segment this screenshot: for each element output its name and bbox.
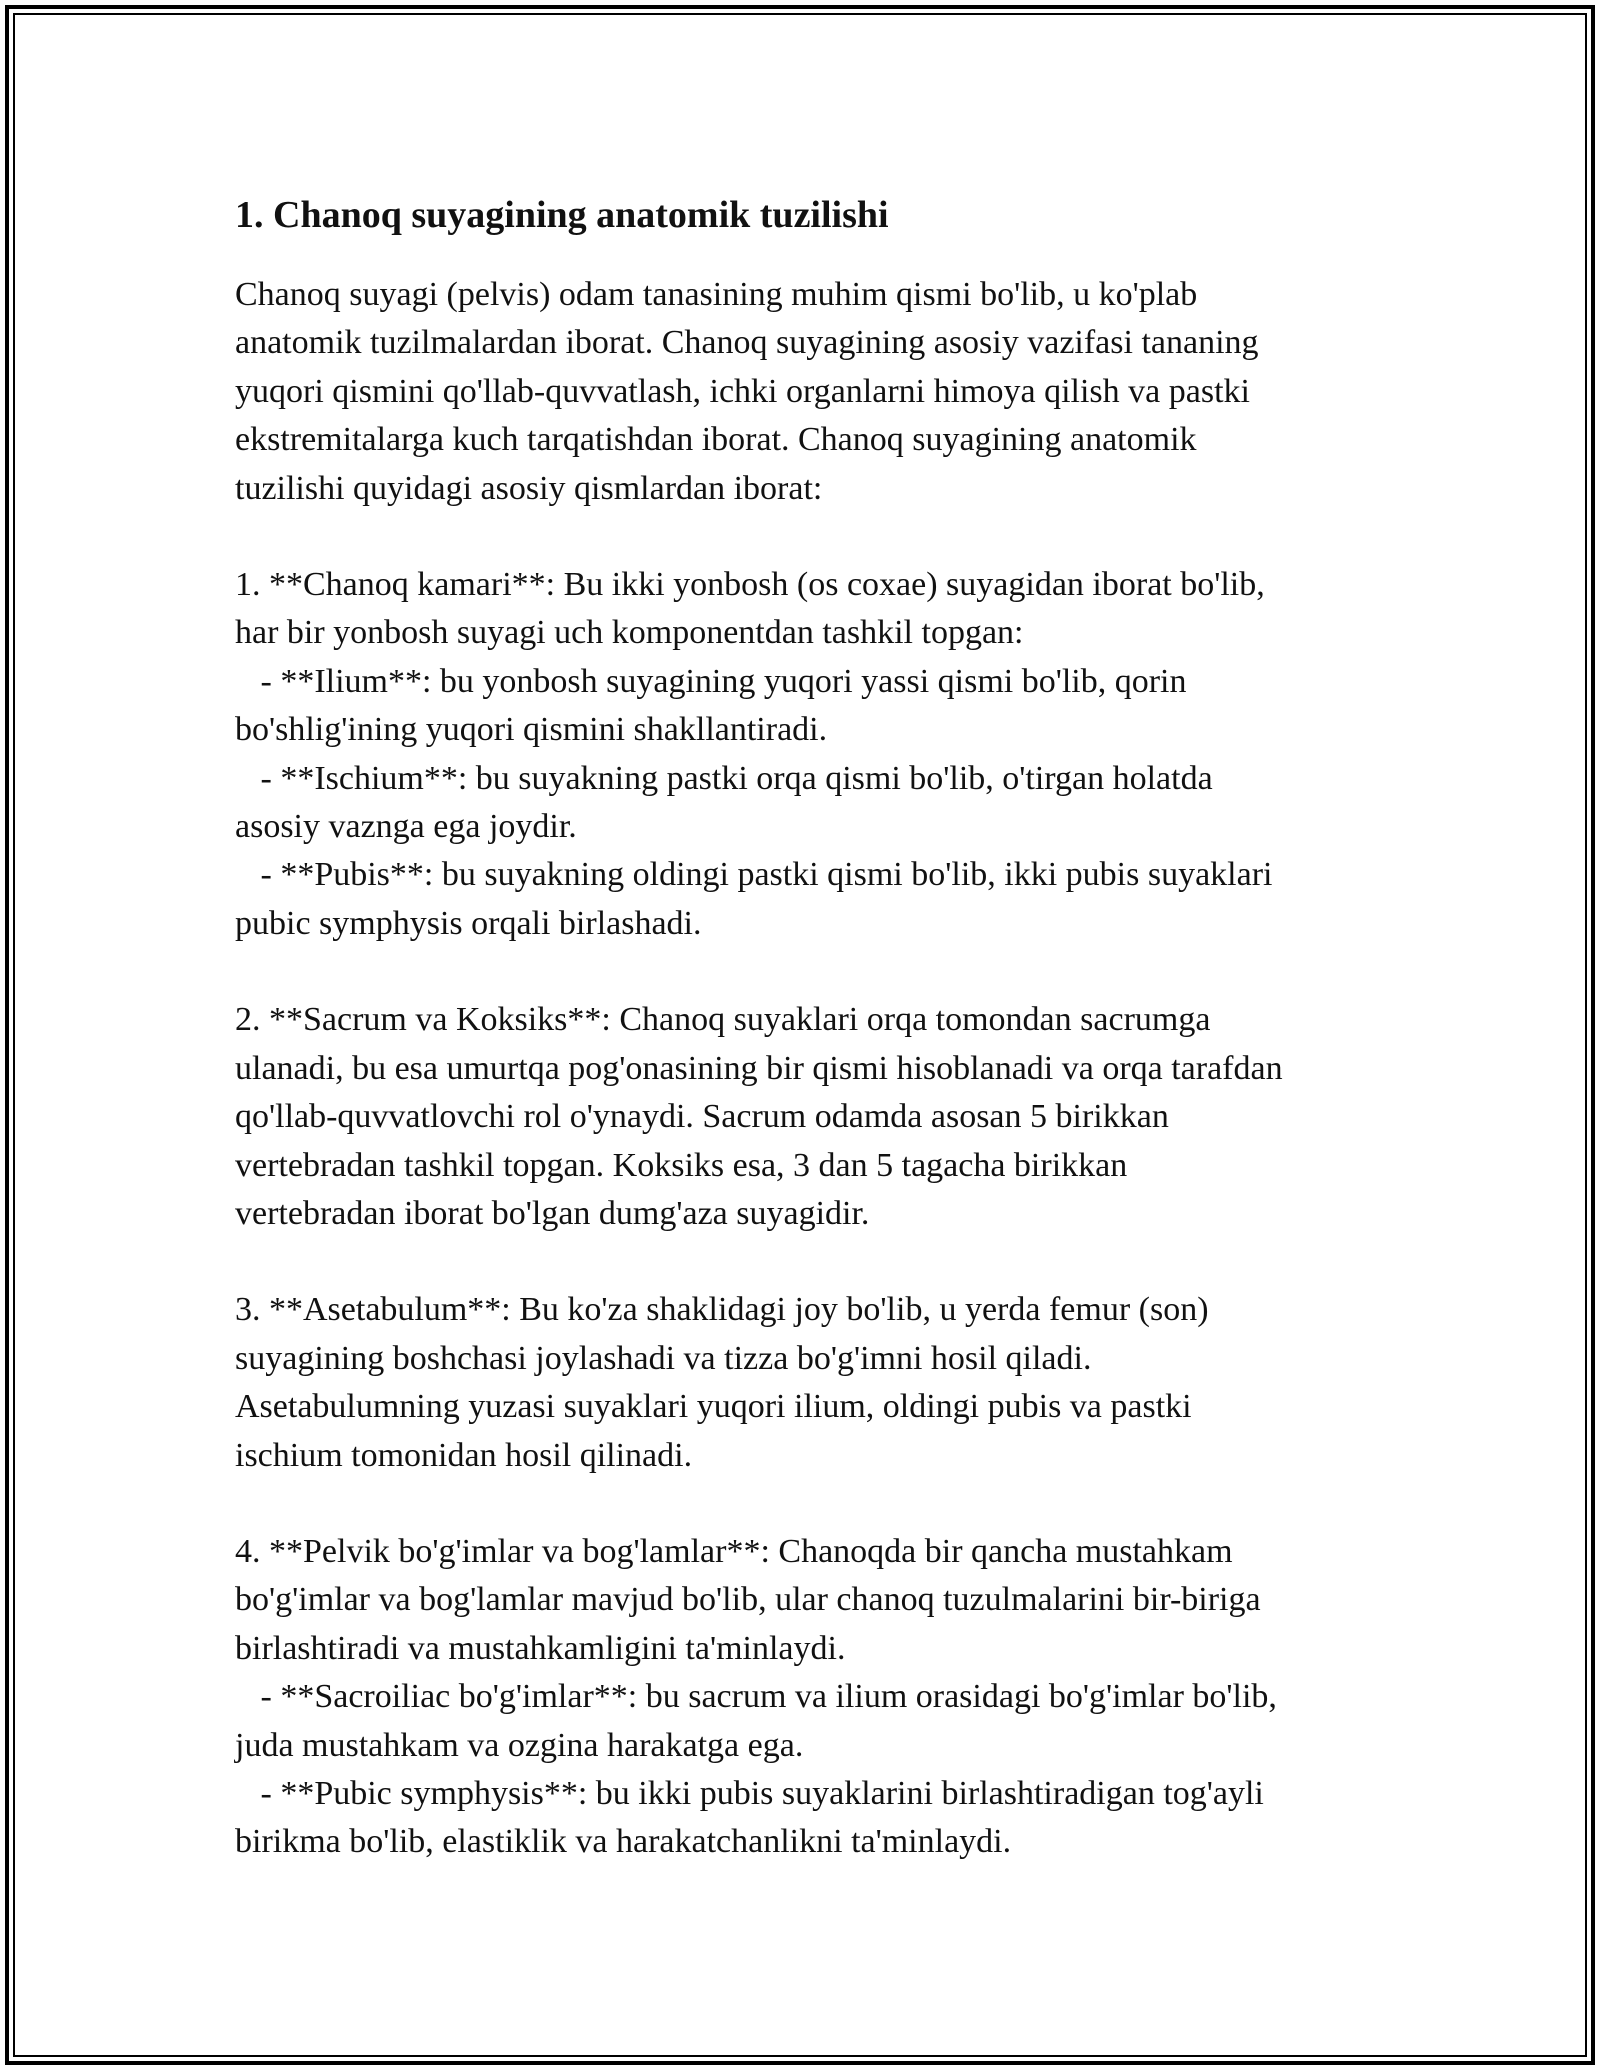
list-item-sacrum-koksiks [235,996,1375,1238]
text-line: vertebradan tashkil topgan. Koksiks esa, 3 dan 5 tagacha birikkan [235,1146,1128,1184]
list-item-chanoq-kamari [235,561,1375,948]
text-line: ekstremitalarga kuch tarqatishdan iborat. Chanoq suyagining anatomik [235,421,1197,459]
sub-item-ischium: - **Ischium**: bu suyakning pastki orqa qismi bo'lib, o'tirgan holatda [235,759,1213,797]
text-line: ischium tomonidan hosil qilinadi. [235,1436,693,1474]
sub-item-ilium: - **Ilium**: bu yonbosh suyagining yuqori yassi qismi bo'lib, qorin [235,662,1187,700]
text-line: Chanoq suyagi (pelvis) odam tanasining muhim qismi bo'lib, u ko'plab [235,276,1198,313]
text-line: har bir yonbosh suyagi uch komponentdan tashkil topgan: [235,614,1024,652]
text-line: bo'g'imlar va bog'lamlar mavjud bo'lib, ular chanoq tuzulmalarini bir-biriga [235,1581,1261,1619]
list-item-asetabulum [235,1286,1375,1480]
text-line: suyagining boshchasi joylashadi va tizza bo'g'imni hosil qiladi. [235,1339,1092,1377]
text-line: Asetabulumning yuzasi suyaklari yuqori ilium, oldingi pubis va pastki [235,1388,1192,1426]
intro-paragraph [235,271,1375,513]
sub-item-pubic-symphysis: - **Pubic symphysis**: bu ikki pubis suyaklarini birlashtiradigan tog'ayli [235,1774,1264,1812]
text-line: 1. **Chanoq kamari**: Bu ikki yonbosh (os coxae) suyagidan iborat bo'lib, [235,566,1265,604]
text-line: birikma bo'lib, elastiklik va harakatchanlikni ta'minlaydi. [235,1823,1012,1861]
text-line: ulanadi, bu esa umurtqa pog'onasining bir qismi hisoblanadi va orqa tarafdan [235,1049,1283,1087]
document-body [235,185,1375,1915]
text-line: juda mustahkam va ozgina harakatga ega. [235,1726,804,1764]
text-line: pubic symphysis orqali birlashadi. [235,904,702,942]
section-title: 1. Chanoq suyagining anatomik tuzilishi [235,194,889,236]
text-line: anatomik tuzilmalardan iborat. Chanoq suyagining asosiy vazifasi tananing [235,324,1259,362]
text-line: tuzilishi quyidagi asosiy qismlardan iborat: [235,469,823,507]
text-line: 3. **Asetabulum**: Bu ko'za shaklidagi joy bo'lib, u yerda femur (son) [235,1291,1209,1329]
text-line: asosiy vaznga ega joydir. [235,808,577,846]
text-line: qo'llab-quvvatlovchi rol o'ynaydi. Sacrum odamda asosan 5 birikkan [235,1098,1169,1136]
text-line: birlashtiradi va mustahkamligini ta'minlaydi. [235,1629,846,1667]
sub-item-sacroiliac: - **Sacroiliac bo'g'imlar**: bu sacrum va ilium orasidagi bo'g'imlar bo'lib, [235,1678,1277,1716]
list-item-pelvik-bogimlar [235,1528,1375,1867]
sub-item-pubis: - **Pubis**: bu suyakning oldingi pastki qismi bo'lib, ikki pubis suyaklari [235,856,1273,894]
text-line: yuqori qismini qo'llab-quvvatlash, ichki organlarni himoya qilish va pastki [235,372,1250,410]
text-line: 2. **Sacrum va Koksiks**: Chanoq suyaklari orqa tomondan sacrumga [235,1001,1211,1039]
text-line: vertebradan iborat bo'lgan dumg'aza suyagidir. [235,1194,870,1232]
text-line: 4. **Pelvik bo'g'imlar va bog'lamlar**: Chanoqda bir qancha mustahkam [235,1532,1233,1570]
text-line: bo'shlig'ining yuqori qismini shakllantiradi. [235,711,828,749]
